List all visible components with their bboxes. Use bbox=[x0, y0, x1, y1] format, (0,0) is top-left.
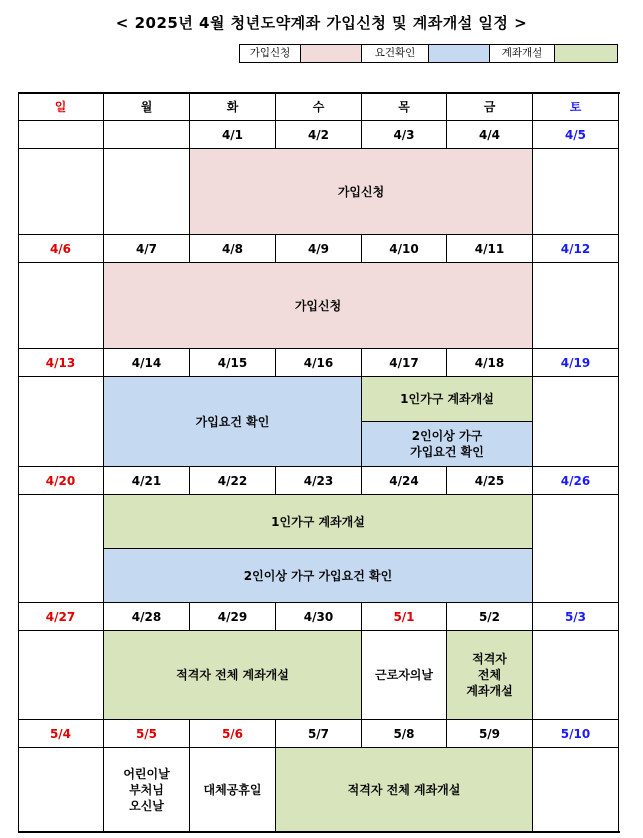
date-cell: 4/14 bbox=[104, 349, 190, 377]
legend-swatch-open bbox=[554, 44, 618, 63]
date-cell: 5/3 bbox=[533, 603, 619, 631]
empty-cell bbox=[533, 631, 619, 720]
date-cell: 4/22 bbox=[190, 467, 276, 495]
date-cell: 5/4 bbox=[18, 720, 104, 748]
weekday-header-sat: 토 bbox=[533, 93, 619, 121]
date-cell: 5/5 bbox=[104, 720, 190, 748]
date-cell: 4/30 bbox=[276, 603, 362, 631]
legend-label-check: 요건확인 bbox=[361, 44, 429, 63]
date-cell: 4/28 bbox=[104, 603, 190, 631]
date-cell: 5/9 bbox=[447, 720, 533, 748]
date-cell: 4/13 bbox=[18, 349, 104, 377]
date-cell: 4/3 bbox=[362, 121, 447, 149]
event-all-eligible-open: 적격자 전체 계좌개설 bbox=[276, 748, 533, 832]
legend-label-open: 계좌개설 bbox=[489, 44, 555, 63]
weekday-header-mon: 월 bbox=[104, 93, 190, 121]
date-cell: 5/10 bbox=[533, 720, 619, 748]
event-signup: 가입신청 bbox=[104, 263, 533, 349]
empty-cell bbox=[533, 263, 619, 349]
empty-cell bbox=[18, 263, 104, 349]
date-cell bbox=[18, 121, 104, 149]
legend-swatch-check bbox=[428, 44, 490, 63]
event-single-household-open: 1인가구 계좌개설 bbox=[104, 495, 533, 549]
page-title: < 2025년 4월 청년도약계좌 가입신청 및 계좌개설 일정 > bbox=[115, 14, 528, 32]
empty-cell bbox=[533, 495, 619, 603]
date-cell: 5/7 bbox=[276, 720, 362, 748]
empty-cell bbox=[533, 748, 619, 832]
date-cell: 5/8 bbox=[362, 720, 447, 748]
empty-cell bbox=[104, 149, 190, 235]
event-multi-household-check: 2인이상 가구 가입요건 확인 bbox=[104, 549, 533, 603]
legend-swatch-signup bbox=[300, 44, 362, 63]
date-cell: 4/19 bbox=[533, 349, 619, 377]
date-cell: 4/23 bbox=[276, 467, 362, 495]
date-cell: 4/26 bbox=[533, 467, 619, 495]
event-eligibility-check: 가입요건 확인 bbox=[104, 377, 362, 467]
weekday-header-fri: 금 bbox=[447, 93, 533, 121]
date-cell: 4/7 bbox=[104, 235, 190, 263]
date-cell: 4/21 bbox=[104, 467, 190, 495]
date-cell: 4/15 bbox=[190, 349, 276, 377]
event-single-household-open: 1인가구 계좌개설 bbox=[362, 377, 533, 422]
event-labor-day: 근로자의날 bbox=[362, 631, 447, 720]
event-signup: 가입신청 bbox=[190, 149, 533, 235]
date-cell: 4/9 bbox=[276, 235, 362, 263]
grid-thick-border bbox=[18, 92, 620, 94]
date-cell: 4/10 bbox=[362, 235, 447, 263]
date-cell: 4/5 bbox=[533, 121, 619, 149]
date-cell: 4/20 bbox=[18, 467, 104, 495]
grid-left-border bbox=[18, 93, 19, 832]
date-cell: 4/6 bbox=[18, 235, 104, 263]
date-cell bbox=[104, 121, 190, 149]
empty-cell bbox=[533, 377, 619, 467]
weekday-header-thu: 목 bbox=[362, 93, 447, 121]
grid-thick-border bbox=[18, 831, 620, 833]
date-cell: 4/17 bbox=[362, 349, 447, 377]
legend-label-signup: 가입신청 bbox=[239, 44, 301, 63]
date-cell: 5/2 bbox=[447, 603, 533, 631]
event-all-eligible-open: 적격자 전체 계좌개설 bbox=[104, 631, 362, 720]
empty-cell bbox=[18, 748, 104, 832]
date-cell: 4/8 bbox=[190, 235, 276, 263]
date-cell: 4/16 bbox=[276, 349, 362, 377]
date-cell: 4/12 bbox=[533, 235, 619, 263]
date-cell: 4/25 bbox=[447, 467, 533, 495]
event-holiday-childrens-buddha: 어린이날 부처님 오신날 bbox=[104, 748, 190, 832]
date-cell: 4/2 bbox=[276, 121, 362, 149]
empty-cell bbox=[18, 149, 104, 235]
weekday-header-tue: 화 bbox=[190, 93, 276, 121]
event-substitute-holiday: 대체공휴일 bbox=[190, 748, 276, 832]
date-cell: 4/27 bbox=[18, 603, 104, 631]
empty-cell bbox=[533, 149, 619, 235]
date-cell: 4/18 bbox=[447, 349, 533, 377]
date-cell: 4/11 bbox=[447, 235, 533, 263]
date-cell: 5/1 bbox=[362, 603, 447, 631]
weekday-header-sun: 일 bbox=[18, 93, 104, 121]
empty-cell bbox=[18, 495, 104, 603]
date-cell: 4/1 bbox=[190, 121, 276, 149]
weekday-header-wed: 수 bbox=[276, 93, 362, 121]
date-cell: 4/29 bbox=[190, 603, 276, 631]
event-all-eligible-open-fri: 적격자 전체 계좌개설 bbox=[447, 631, 533, 720]
event-multi-household-check: 2인이상 가구 가입요건 확인 bbox=[362, 422, 533, 467]
date-cell: 5/6 bbox=[190, 720, 276, 748]
date-cell: 4/24 bbox=[362, 467, 447, 495]
empty-cell bbox=[18, 377, 104, 467]
date-cell: 4/4 bbox=[447, 121, 533, 149]
empty-cell bbox=[18, 631, 104, 720]
